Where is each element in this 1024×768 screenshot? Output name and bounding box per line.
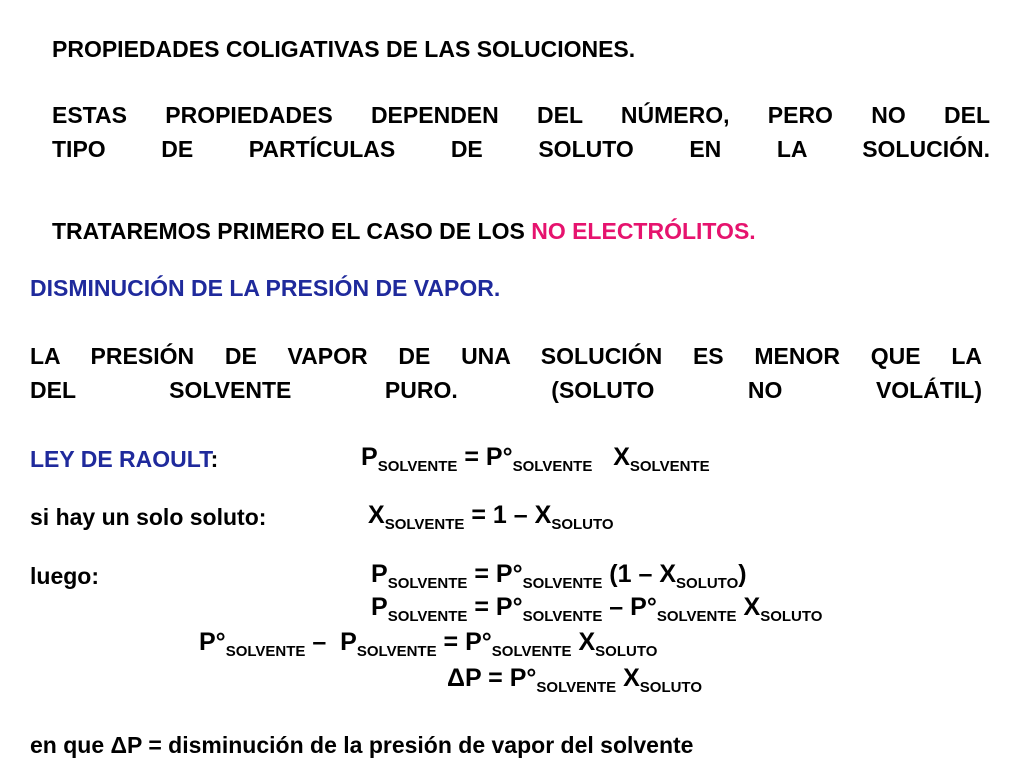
p0-symbol: P° xyxy=(495,560,523,588)
minus-sign: – xyxy=(602,593,631,621)
section-line-2: DEL SOLVENTE PURO. (SOLUTO NO VOLÁTIL) xyxy=(30,377,982,403)
p-symbol: P xyxy=(340,628,357,656)
equals-sign: = xyxy=(467,560,496,588)
subscript-solvente: SOLVENTE xyxy=(387,575,468,592)
x-symbol: X xyxy=(613,443,630,471)
one-solute-equation xyxy=(368,501,614,533)
raoult-equation xyxy=(361,443,710,475)
p0-symbol: P° xyxy=(465,628,492,656)
subscript-solvente: SOLVENTE xyxy=(656,608,737,625)
one-minus: 1 – xyxy=(492,501,535,529)
subscript-solvente: SOLVENTE xyxy=(512,458,593,475)
subscript-soluto: SOLUTO xyxy=(551,516,614,533)
subscript-solvente: SOLVENTE xyxy=(384,516,465,533)
section-heading: DISMINUCIÓN DE LA PRESIÓN DE VAPOR. xyxy=(30,275,501,301)
p-symbol: P xyxy=(361,443,378,471)
equation-step-4 xyxy=(447,664,702,696)
equation-step-2 xyxy=(371,593,822,625)
luego-label: luego: xyxy=(30,563,99,589)
subscript-soluto: SOLUTO xyxy=(760,608,823,625)
p-symbol: P xyxy=(371,593,388,621)
close-paren: ) xyxy=(738,560,747,588)
equals-sign: = xyxy=(464,501,493,529)
x-symbol: X xyxy=(534,501,552,529)
x-symbol: X xyxy=(578,628,596,656)
x-symbol: X xyxy=(659,560,677,588)
open-one-minus: (1 – xyxy=(602,560,660,588)
p0-symbol: P° xyxy=(509,664,537,692)
subscript-solvente: SOLVENTE xyxy=(522,608,603,625)
subscript-solvente: SOLVENTE xyxy=(536,679,617,696)
raoult-colon: : xyxy=(210,446,219,472)
equals-sign: = xyxy=(436,628,466,656)
subscript-solvente: SOLVENTE xyxy=(356,643,437,660)
p0-symbol: P° xyxy=(630,593,657,621)
non-electrolyte-line xyxy=(52,217,756,245)
p0-symbol: P° xyxy=(495,593,523,621)
equals-sign: = xyxy=(467,593,496,621)
delta-p-symbol: ΔP xyxy=(447,664,482,692)
equals-sign: = xyxy=(457,443,486,471)
section-paragraph xyxy=(30,339,982,407)
x-symbol: X xyxy=(368,501,385,529)
intro-line-1: ESTAS PROPIEDADES DEPENDEN DEL NÚMERO, PERO NO DEL xyxy=(52,102,990,128)
subscript-solvente: SOLVENTE xyxy=(377,458,458,475)
raoult-label xyxy=(30,445,218,473)
p0-symbol: P° xyxy=(199,628,226,656)
subscript-solvente: SOLVENTE xyxy=(522,575,603,592)
subscript-soluto: SOLUTO xyxy=(595,643,658,660)
raoult-label-text: LEY DE RAOULT xyxy=(30,446,211,472)
equation-step-3 xyxy=(199,628,657,660)
one-solute-label: si hay un solo soluto: xyxy=(30,504,267,530)
footer-definition: en que ΔP = disminución de la presión de vapor del solvente xyxy=(30,732,694,758)
p-symbol: P xyxy=(371,560,388,588)
subscript-soluto: SOLUTO xyxy=(639,679,702,696)
x-symbol: X xyxy=(743,593,761,621)
p0-symbol: P° xyxy=(485,443,513,471)
intro-line-2: TIPO DE PARTÍCULAS DE SOLUTO EN LA SOLUCIÓN. xyxy=(52,136,990,162)
minus-sign: – xyxy=(305,628,334,656)
section-line-1: LA PRESIÓN DE VAPOR DE UNA SOLUCIÓN ES MENOR QUE LA xyxy=(30,343,982,369)
subscript-solvente: SOLVENTE xyxy=(387,608,468,625)
equals-sign: = xyxy=(481,664,510,692)
intro-paragraph xyxy=(52,98,990,166)
subscript-solvente: SOLVENTE xyxy=(629,458,710,475)
subscript-solvente: SOLVENTE xyxy=(225,643,306,660)
subscript-solvente: SOLVENTE xyxy=(491,643,572,660)
page-title: PROPIEDADES COLIGATIVAS DE LAS SOLUCIONES. xyxy=(52,36,636,62)
non-electrolyte-text: TRATAREMOS PRIMERO EL CASO DE LOS xyxy=(52,218,532,244)
non-electrolyte-highlight: NO ELECTRÓLITOS. xyxy=(531,218,756,244)
equation-step-1 xyxy=(371,560,747,592)
subscript-soluto: SOLUTO xyxy=(676,575,739,592)
x-symbol: X xyxy=(623,664,640,692)
